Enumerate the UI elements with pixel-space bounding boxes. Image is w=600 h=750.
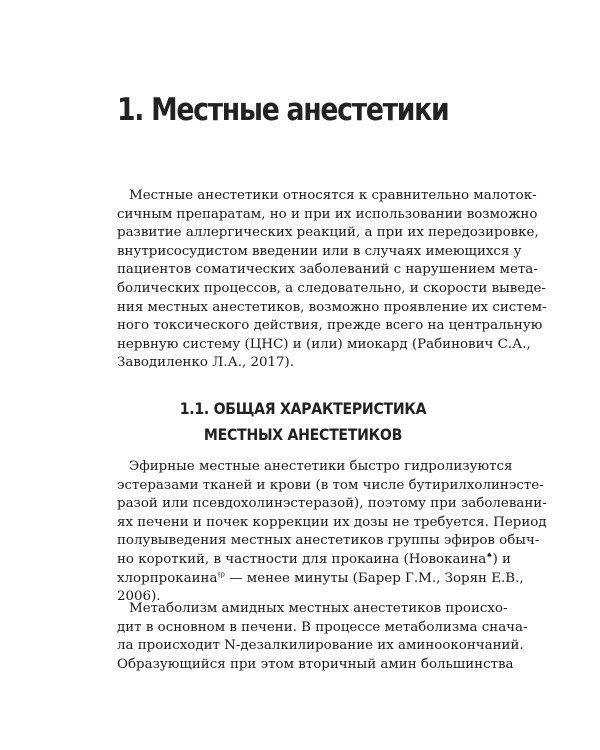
text-line: Эфирные местные анестетики быстро гидролизуются [129,459,513,474]
text-line: Образующийся при этом вторичный амин большинства [117,656,514,672]
text-line: болических процессов, а следовательно, и скорости выведе- [117,280,546,296]
text-line: дит в основном в печени. В процессе метаболизма снача- [117,619,528,635]
text-line: ния местных анестетиков, возможно проявление их систем- [117,299,547,315]
text-fragment: — менее минуты (Барер Г.М., Зорян Е.В., [224,570,524,586]
text-line: полувыведения местных анестетиков группы эфиров обыч- [117,533,540,549]
amides-paragraph [117,600,528,674]
text-fragment: ) и [492,551,511,567]
text-line: Местные анестетики относятся к сравнительно малоток- [129,188,537,203]
section-heading-line: МЕСТНЫХ АНЕСТЕТИКОВ [203,425,403,444]
trademark-mark: ♠ [486,551,493,560]
text-line: ного токсического действия, прежде всего на центральную [117,318,543,334]
text-line: сичным препаратам, но и при их использовании возможно [117,206,538,222]
text-line: эстеразами тканей и крови (в том числе бутирилхолинэсте- [117,477,544,493]
section-heading [117,396,489,448]
text-line: развитие аллергических реакций, а при их передозировке, [117,225,539,241]
intro-paragraph [117,187,547,373]
esters-paragraph [117,458,547,607]
text-fragment: но короткий, в частности для прокаина (Новокаина [117,551,487,567]
chapter-title: 1. Местные анестетики [117,92,449,128]
text-line: ях печени и почек коррекции их дозы не требуется. Период [117,514,547,530]
text-line: Заводиленко Л.А., 2017). [117,355,295,371]
text-fragment: хлорпрокаина [117,570,218,586]
text-line: разой или псевдохолинэстеразой), поэтому при заболевани- [117,496,547,512]
text-line: пациентов соматических заболеваний с нарушением мета- [117,262,538,278]
text-line: Метаболизм амидных местных анестетиков происхо- [129,601,508,616]
section-heading-line: 1.1. ОБЩАЯ ХАРАКТЕРИСТИКА [179,399,427,418]
text-line: нервную систему (ЦНС) и (или) миокард (Рабинович С.А., [117,336,531,352]
text-line-with-trademark [117,551,511,570]
text-line: 2006). [117,589,161,605]
text-line: внутрисосудистом введении или в случаях имеющихся у [117,243,522,259]
text-line-with-mark [117,570,524,589]
text-line: ла происходит N-дезалкилирование их аминоокончаний. [117,638,524,654]
unregistered-drug-mark: ℓρ [217,570,225,579]
